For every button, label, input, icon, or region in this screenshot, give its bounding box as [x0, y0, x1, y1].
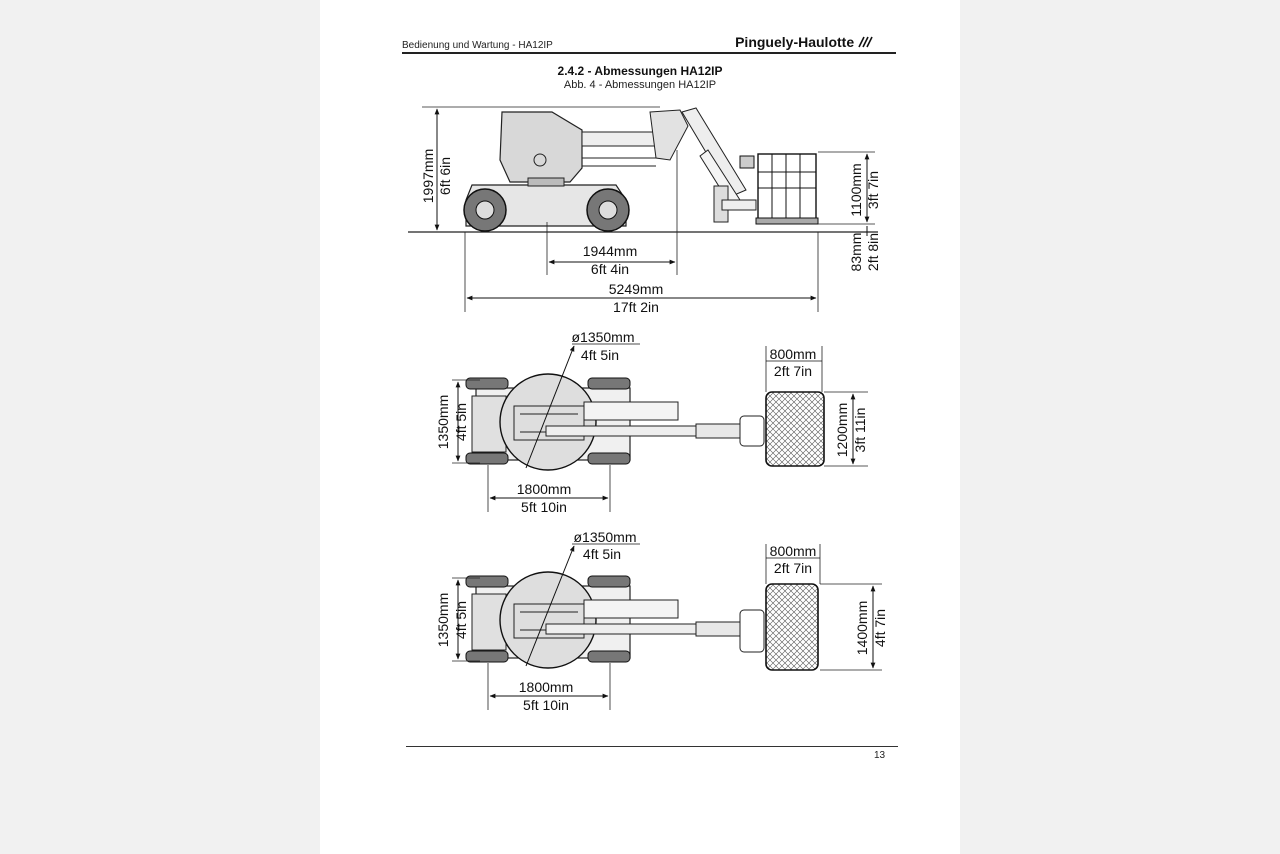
dim-base-mm-1: 1800mm: [516, 481, 572, 497]
top-view-2: [435, 529, 888, 713]
dim-length-mm: 5249mm: [608, 281, 664, 297]
dim-basket-width-ft-2: 2ft 7in: [773, 560, 813, 576]
dim-basket-length-ft-2: 4ft 7in: [872, 608, 888, 648]
basket-side: [740, 154, 818, 224]
dim-height-ft: 6ft 6in: [437, 156, 453, 196]
upper-boom: [682, 108, 746, 196]
dim-clearance-mm: 83mm: [848, 232, 864, 272]
dim-basket-width-mm-2: 800mm: [769, 543, 817, 559]
wheel-rear: [464, 189, 506, 231]
dim-basket-width-mm-1: 800mm: [769, 346, 817, 362]
turret: [500, 112, 582, 182]
dim-basket-height-ft: 3ft 7in: [865, 170, 881, 210]
dim-width-mm-1: 1350mm: [435, 394, 451, 450]
manual-page: [320, 0, 960, 854]
dim-diameter-ft-2: 4ft 5in: [582, 546, 622, 562]
dim-clearance-ft: 2ft 8in: [865, 232, 881, 272]
dim-base-ft-2: 5ft 10in: [523, 697, 569, 713]
dim-width-ft-2: 4ft 5in: [453, 600, 469, 640]
header-document-title: Bedienung und Wartung - HA12IP: [402, 40, 553, 51]
boom-knuckle: [650, 110, 688, 160]
dim-basket-height-mm: 1100mm: [848, 163, 864, 217]
brand-name: Pinguely-Haulotte: [735, 34, 855, 50]
dim-wheelbase-ft: 6ft 4in: [590, 261, 630, 277]
wheel-front: [587, 189, 629, 231]
dim-basket-width-ft-1: 2ft 7in: [773, 363, 813, 379]
page-number: 13: [874, 750, 886, 761]
dim-diameter-mm-2: ø1350mm: [573, 529, 637, 545]
section-title: 2.4.2 - Abmessungen HA12IP: [557, 64, 723, 78]
dim-base-mm-2: 1800mm: [518, 679, 574, 695]
footer-rule: [406, 746, 898, 747]
dim-base-ft-1: 5ft 10in: [521, 499, 567, 515]
top-view-1: [435, 329, 868, 515]
basket-top-1: [766, 392, 824, 466]
figure-caption: Abb. 4 - Abmessungen HA12IP: [563, 79, 717, 91]
dim-width-ft-1: 4ft 5in: [453, 402, 469, 442]
dim-length-ft: 17ft 2in: [613, 299, 659, 315]
basket-top-2: [766, 584, 818, 670]
dim-basket-length-mm-1: 1200mm: [834, 402, 850, 458]
dim-wheelbase-mm: 1944mm: [582, 243, 638, 259]
dim-diameter-mm-1: ø1350mm: [571, 329, 635, 345]
dim-diameter-ft-1: 4ft 5in: [580, 347, 620, 363]
side-view: [408, 107, 881, 315]
dim-basket-length-ft-1: 3ft 11in: [852, 407, 868, 453]
dimension-drawings: [320, 0, 960, 854]
dim-height-mm: 1997mm: [420, 148, 436, 204]
dim-width-mm-2: 1350mm: [435, 592, 451, 648]
dim-basket-length-mm-2: 1400mm: [854, 600, 870, 656]
jib: [722, 200, 756, 210]
